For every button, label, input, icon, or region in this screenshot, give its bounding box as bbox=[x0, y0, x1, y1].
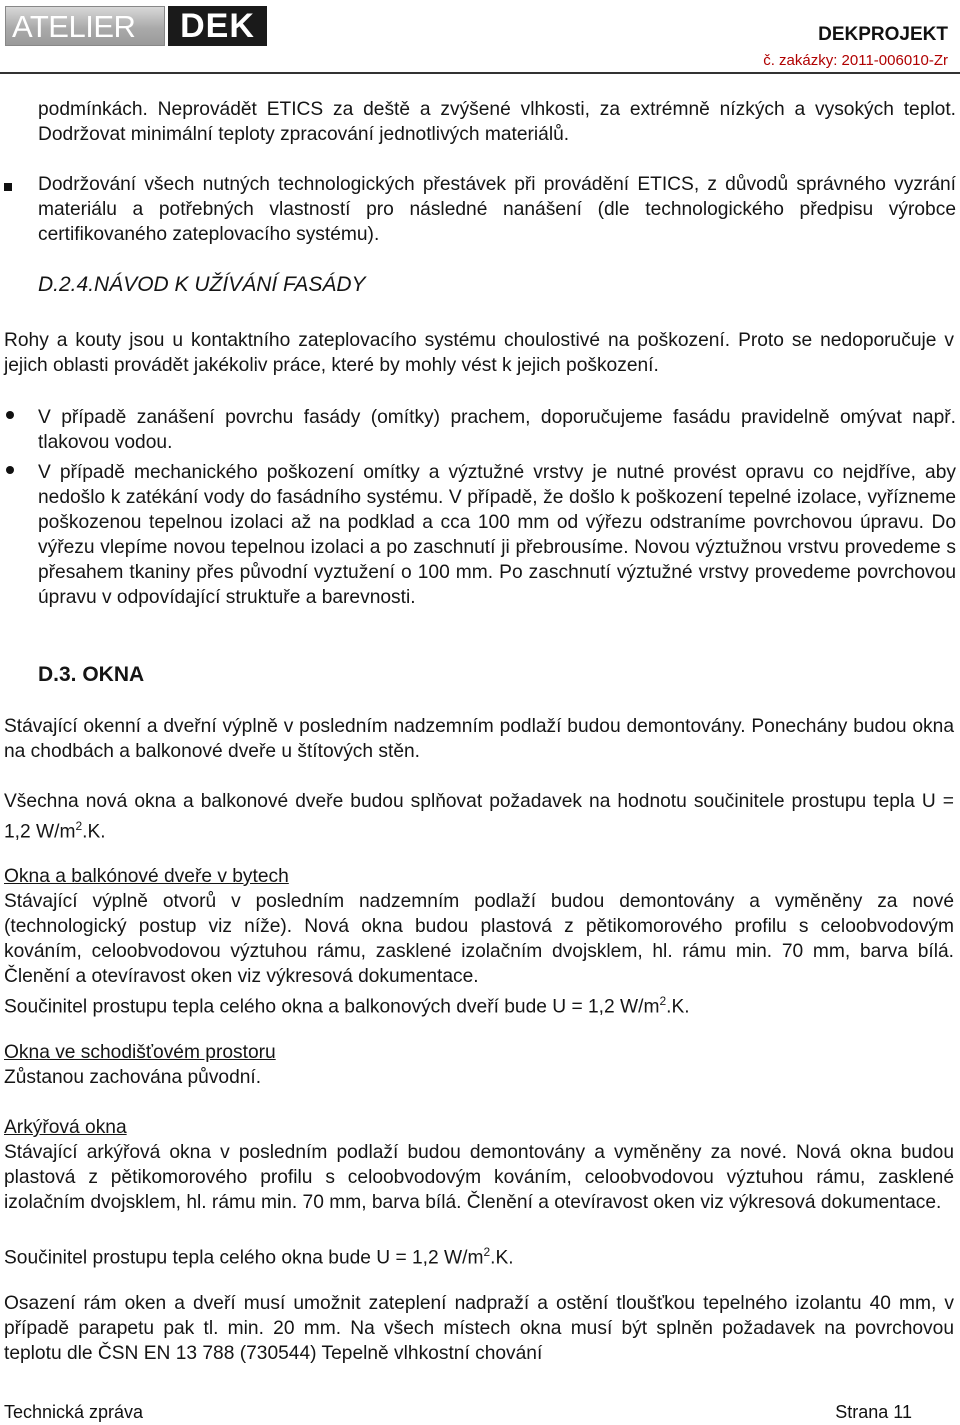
bullet-dot-icon bbox=[6, 411, 14, 419]
logo-dek: DEK bbox=[168, 6, 267, 46]
paragraph-corners: Rohy a kouty jsou u kontaktního zateplovacího systému choulostivé na poškození. Proto se nedoporučuje v jejich oblasti provádět jakékoliv práce, které by mohly vést k jejich poškození. bbox=[4, 330, 954, 376]
superscript: 2 bbox=[483, 1245, 491, 1259]
paragraph-flats-u bbox=[4, 989, 690, 1019]
bullet-dust: V případě zanášení povrchu fasády (omítky) prachem, doporučujeme fasádu pravidelně omývat např. tlakovou vodou. bbox=[38, 407, 956, 453]
heading-stair: Okna ve schodišťovém prostoru bbox=[4, 1042, 276, 1063]
project-name: DEKPROJEKT bbox=[818, 24, 948, 45]
heading-navod: D.2.4.NÁVOD K UŽÍVÁNÍ FASÁDY bbox=[38, 273, 366, 296]
bullet-damage: V případě mechanického poškození omítky a výztužné vrstvy je nutné provést opravu co nejdříve, aby nedošlo k zatékání vody do fasádního systému. V případě, že došlo k poškození tepelné izolace, vyřízneme poškozenou tepelnou izolaci až na podklad a cca 100 mm od výřezu odstraníme povrchovou úpravu. Do výřezu vlepíme novou tepelnou izolaci a po zaschnutí ji přebrousíme. Novou výztužnou vrstvu provedeme s přesahem tkaniny přes původní vyztužení o 100 mm. Po zaschnutí výztužné vrstvy provedeme povrchovou úpravu v odpovídající struktuře a barevnosti. bbox=[38, 462, 956, 608]
paragraph-bay: Stávající arkýřová okna v posledním podlaží budou demontovány a vyměněny za nové. Nová okna budou plastová z pětikomorového profilu s celoobvodovým kováním, celoobvodovou výztuhou rámu, zasklené izolačním dvojsklem, hl. rámu min. 70 mm, barva bílá. Členění a otevíravost oken viz výkresová dokumentace. bbox=[4, 1142, 954, 1213]
paragraph-conditions: podmínkách. Neprovádět ETICS za deště a zvýšené vlhkosti, za extrémně nízkých a vysokých teplot. Dodržovat minimální teploty zpracování jednotlivých materiálů. bbox=[38, 99, 956, 145]
superscript: 2 bbox=[75, 819, 83, 833]
bay-u-text: Součinitel prostupu tepla celého okna bude U = 1,2 W/m bbox=[4, 1247, 484, 1269]
unit-suffix: .K. bbox=[666, 996, 690, 1018]
bullet-dot-icon bbox=[6, 466, 14, 474]
paragraph-bay-u bbox=[4, 1240, 514, 1270]
order-number: č. zakázky: 2011-006010-Zr bbox=[763, 52, 948, 69]
flats-u-text: Součinitel prostupu tepla celého okna a balkonových dveří bude U = 1,2 W/m bbox=[4, 996, 660, 1018]
heading-bay: Arkýřová okna bbox=[4, 1117, 127, 1138]
bullet-pauses: Dodržování všech nutných technologických přestávek při provádění ETICS, z důvodů správného vyzrání materiálu a potřebných vlastností pro následné nanášení (dle technologického předpisu výrobce certifikovaného zateplovacího systému). bbox=[38, 174, 956, 245]
heading-flats: Okna a balkónové dveře v bytech bbox=[4, 866, 289, 887]
unit-suffix: .K. bbox=[82, 821, 106, 843]
footer-page-number: Strana 11 bbox=[835, 1402, 912, 1422]
logo-atelier: ATELIER bbox=[5, 6, 165, 46]
header-divider bbox=[0, 72, 960, 74]
superscript: 2 bbox=[659, 994, 667, 1008]
paragraph-new-windows bbox=[4, 789, 954, 844]
heading-okna: D.3. OKNA bbox=[38, 663, 145, 686]
paragraph-existing: Stávající okenní a dveřní výplně v posledním nadzemním podlaží budou demontovány. Ponechány budou okna na chodbách a balkonové dveře u štítových stěn. bbox=[4, 716, 954, 762]
paragraph-stair: Zůstanou zachována původní. bbox=[4, 1067, 262, 1088]
paragraph-flats: Stávající výplně otvorů v posledním nadzemním podlaží budou demontovány a vyměněny za nové (technologický postup viz níže). Nová okna budou plastová z pětikomorového profilu s celoobvodovým kováním, celoobvodovou výztuhou rámu, zasklené izolačním dvojsklem, hl. rámu min. 70 mm, barva bílá. Členění a otevíravost oken viz výkresová dokumentace. bbox=[4, 891, 954, 987]
bullet-square-icon bbox=[4, 183, 12, 191]
company-logo bbox=[5, 6, 267, 46]
unit-suffix: .K. bbox=[490, 1247, 514, 1269]
paragraph-frame: Osazení rám oken a dveří musí umožnit zateplení nadpraží a ostění tloušťkou tepelného izolantu 40 mm, v případě parapetu pak tl. min. 20 mm. Na všech místech okna musí být splněn požadavek na povrchovou teplotu dle ČSN EN 13 788 (730544) Tepelně vlhkostní chování bbox=[4, 1293, 954, 1364]
footer-document-title: Technická zpráva bbox=[4, 1402, 144, 1422]
new-windows-text: Všechna nová okna a balkonové dveře budou splňovat požadavek na hodnotu součinitele prostupu tepla U = 1,2 W/m bbox=[4, 791, 954, 843]
